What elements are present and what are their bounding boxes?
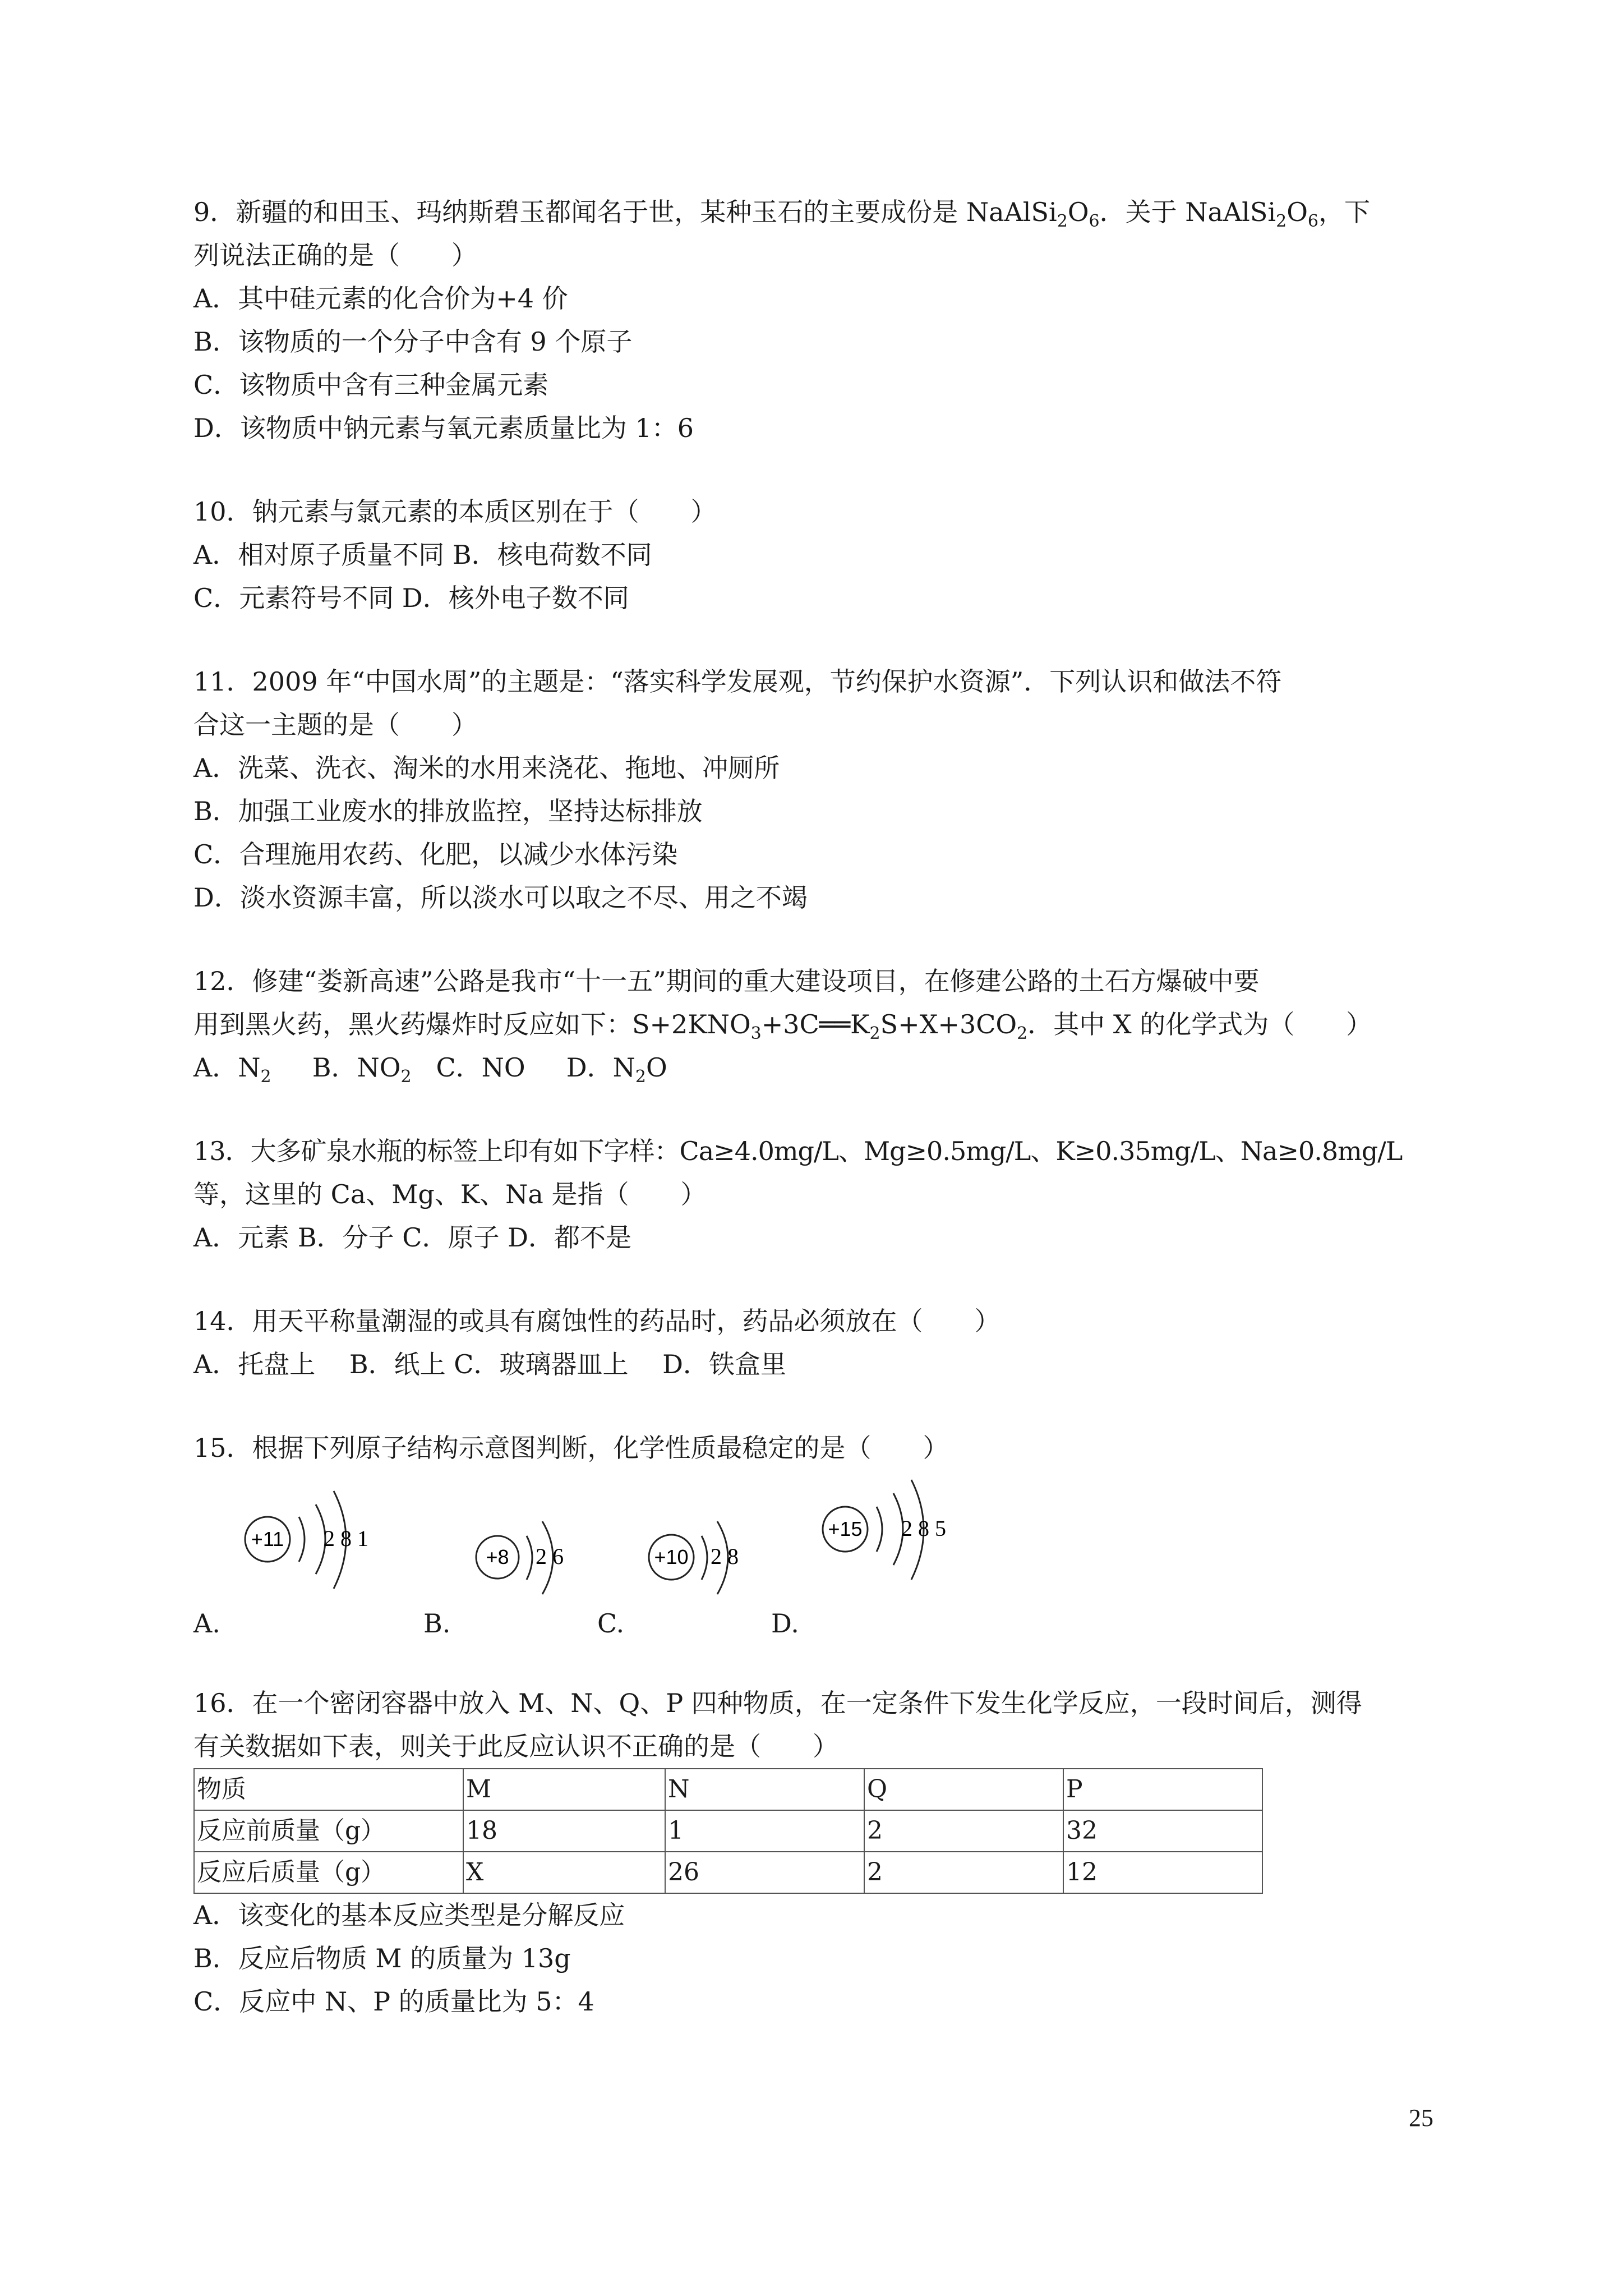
option-b[interactable]: B．反应后物质 M 的质量为 13g <box>193 1943 571 1973</box>
table-cell: Q <box>864 1769 1063 1810</box>
electron-shells: 2 8 1 <box>324 1526 368 1551</box>
options-row[interactable]: A．元素 B．分子 C．原子 D．都不是 <box>193 1222 631 1253</box>
page-number: 25 <box>1409 2104 1433 2132</box>
mass-data-table <box>193 1768 1263 1894</box>
option-c[interactable]: C．NO <box>436 1052 525 1083</box>
table-cell: X <box>463 1852 665 1893</box>
option-a[interactable]: A．该变化的基本反应类型是分解反应 <box>193 1900 625 1930</box>
table-cell: 物质 <box>194 1769 463 1810</box>
table-cell: M <box>463 1769 665 1810</box>
option-d[interactable]: D．该物质中钠元素与氧元素质量比为 1：6 <box>193 413 694 443</box>
option-c[interactable]: C．该物质中含有三种金属元素 <box>193 370 549 400</box>
option-a[interactable]: A．其中硅元素的化合价为+4 价 <box>193 283 568 314</box>
table-cell: 12 <box>1063 1852 1262 1893</box>
table-row <box>194 1769 1262 1810</box>
question-stem-cont: 合这一主题的是（ ） <box>193 710 477 740</box>
option-d[interactable]: D．$N_2O$ <box>566 1052 667 1087</box>
question-9 <box>193 191 1450 450</box>
option-c[interactable]: C. <box>597 1608 625 1639</box>
table-cell: 反应前质量（g） <box>194 1810 463 1852</box>
atom-diagram-b <box>468 1501 603 1625</box>
options-row <box>193 1046 1450 1089</box>
option-b[interactable]: B．加强工业废水的排放监控，坚持达标排放 <box>193 796 703 826</box>
atom-diagram-a <box>238 1483 429 1623</box>
nucleus-charge: +10 <box>654 1545 689 1568</box>
question-stem: 15．根据下列原子结构示意图判断，化学性质最稳定的是（ ） <box>193 1433 949 1463</box>
question-stem: 14．用天平称量潮湿的或具有腐蚀性的药品时，药品必须放在（ ） <box>193 1306 1000 1336</box>
question-stem: 9．新疆的和田玉、玛纳斯碧玉都闻名于世，某种玉石的主要成份是 $NaAlSi_2O_6$．关于 $NaAlSi_2O_6$，下 <box>193 197 1370 231</box>
options-ab[interactable]: A．相对原子质量不同 B．核电荷数不同 <box>193 540 652 570</box>
question-stem: 16．在一个密闭容器中放入 M、N、Q、P 四种物质，在一定条件下发生化学反应，一段时间后，测得 <box>193 1688 1362 1718</box>
question-16 <box>193 1682 1450 2023</box>
atom-diagrams <box>193 1473 1450 1641</box>
nucleus-charge: +8 <box>486 1545 509 1568</box>
table-cell: 1 <box>665 1810 864 1852</box>
table-cell: 反应后质量（g） <box>194 1852 463 1893</box>
option-c[interactable]: C．合理施用农药、化肥，以减少水体污染 <box>193 839 678 869</box>
electron-shells: 2 8 5 <box>901 1516 946 1541</box>
table-row <box>194 1810 1262 1852</box>
table-row <box>194 1852 1262 1893</box>
question-stem-cont: 用到黑火药，黑火药爆炸时反应如下：$S+2KNO_3+3C══K_2S+X+3CO_2$．其中 X 的化学式为（ ） <box>193 1009 1372 1043</box>
table-cell: P <box>1063 1769 1262 1810</box>
option-d[interactable]: D. <box>771 1608 799 1639</box>
question-12 <box>193 960 1450 1089</box>
table-cell: 2 <box>864 1810 1063 1852</box>
option-a[interactable]: A. <box>193 1608 220 1639</box>
nucleus-charge: +11 <box>251 1527 284 1550</box>
question-stem: 12．修建“娄新高速”公路是我市“十一五”期间的重大建设项目，在修建公路的土石方爆破中要 <box>193 966 1260 996</box>
option-b[interactable]: B．$NO_2$ <box>312 1052 412 1087</box>
question-10 <box>193 490 1450 620</box>
question-stem: 13．大多矿泉水瓶的标签上印有如下字样：Ca≥4.0mg/L、Mg≥0.5mg/L、K≥0.35mg/L、Na≥0.8mg/L <box>193 1136 1403 1166</box>
question-stem: 10．钠元素与氯元素的本质区别在于（ ） <box>193 496 717 527</box>
atom-diagram-c <box>642 1501 777 1625</box>
table-cell: 32 <box>1063 1810 1262 1852</box>
table-cell: N <box>665 1769 864 1810</box>
option-b[interactable]: B. <box>423 1608 451 1639</box>
option-a[interactable]: A．洗菜、洗衣、淘米的水用来浇花、拖地、冲厕所 <box>193 753 780 783</box>
question-stem-cont: 有关数据如下表，则关于此反应认识不正确的是（ ） <box>193 1731 838 1761</box>
question-13 <box>193 1130 1450 1259</box>
options-cd[interactable]: C．元素符号不同 D．核外电子数不同 <box>193 583 629 613</box>
question-stem-cont: 等，这里的 Ca、Mg、K、Na 是指（ ） <box>193 1179 707 1209</box>
option-c[interactable]: C．反应中 N、P 的质量比为 5：4 <box>193 1986 594 2017</box>
exam-page <box>193 191 1450 2023</box>
table-cell: 2 <box>864 1852 1063 1893</box>
option-d[interactable]: D．淡水资源丰富，所以淡水可以取之不尽、用之不竭 <box>193 882 808 913</box>
electron-shells: 2 8 <box>711 1544 739 1569</box>
table-cell: 18 <box>463 1810 665 1852</box>
option-b[interactable]: B．该物质的一个分子中含有 9 个原子 <box>193 326 633 357</box>
question-stem: 11．2009 年“中国水周”的主题是：“落实科学发展观，节约保护水资源”．下列认识和做法不符 <box>193 666 1282 697</box>
options-row[interactable]: A．托盘上 B．纸上 C．玻璃器皿上 D．铁盒里 <box>193 1349 786 1379</box>
electron-shells: 2 6 <box>536 1544 564 1569</box>
option-a[interactable]: A．$N_2$ <box>193 1052 271 1087</box>
question-11 <box>193 660 1450 919</box>
table-cell: 26 <box>665 1852 864 1893</box>
question-15 <box>193 1427 1450 1641</box>
nucleus-charge: +15 <box>828 1517 863 1540</box>
atom-diagram-d <box>816 1473 1007 1619</box>
question-14 <box>193 1300 1450 1386</box>
question-stem-cont: 列说法正确的是（ ） <box>193 240 477 270</box>
